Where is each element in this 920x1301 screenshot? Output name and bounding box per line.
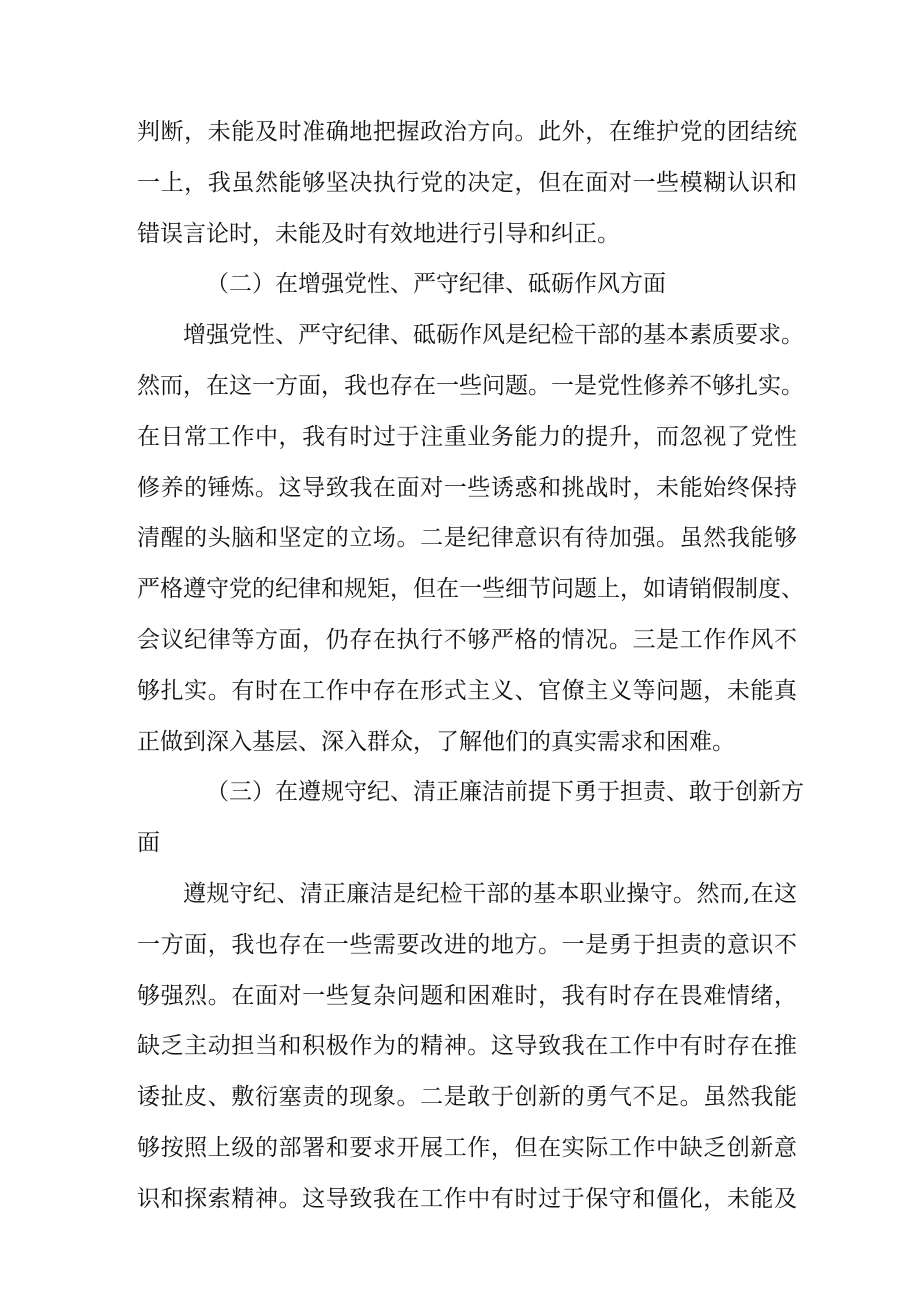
- paragraph-first-line: 遵规守纪、清正廉洁是纪检干部的基本职业操守。然而,在这: [183, 880, 797, 907]
- text-line: 诿扯皮、敷衍塞责的现象。二是敢于创新的勇气不足。虽然我能: [137, 1084, 797, 1111]
- text-line: 在日常工作中，我有时过于注重业务能力的提升，而忽视了党性: [137, 423, 797, 450]
- text-line: 够按照上级的部署和要求开展工作，但在实际工作中缺乏创新意: [137, 1134, 797, 1161]
- text-line: 一方面，我也存在一些需要改进的地方。一是勇于担责的意识不: [137, 931, 797, 958]
- document-body: [137, 107, 804, 1225]
- text-line: 判断，未能及时准确地把握政治方向。此外，在维护党的团结统: [137, 119, 797, 145]
- text-line: 会议纪律等方面，仍存在执行不够严格的情况。三是工作作风不: [137, 626, 797, 653]
- paragraph-first-line: 增强党性、严守纪律、砥砺作风是纪检干部的基本素质要求。: [183, 322, 804, 349]
- text-line: 修养的锤炼。这导致我在面对一些诱惑和挑战时，未能始终保持: [137, 474, 797, 501]
- text-line: 清醒的头脑和坚定的立场。二是纪律意识有待加强。虽然我能够: [137, 525, 797, 552]
- text-line: 然而，在这一方面，我也存在一些问题。一是党性修养不够扎实。: [137, 372, 804, 399]
- text-line: 严格遵守党的纪律和规矩，但在一些细节问题上，如请销假制度、: [137, 576, 804, 603]
- section-heading: （二）在增强党性、严守纪律、砥砺作风方面: [206, 271, 666, 298]
- text-line: 错误言论时，未能及时有效地进行引导和纠正。: [137, 220, 620, 247]
- text-line: 够强烈。在面对一些复杂问题和困难时，我有时存在畏难情绪，: [137, 982, 797, 1009]
- section-heading-continued: 面: [137, 830, 160, 857]
- text-line: 一上，我虽然能够坚决执行党的决定，但在面对一些模糊认识和: [137, 169, 797, 196]
- text-line: 识和探索精神。这导致我在工作中有时过于保守和僵化，未能及: [137, 1185, 797, 1212]
- text-line: 正做到深入基层、深入群众，了解他们的真实需求和困难。: [137, 728, 735, 755]
- text-line: 够扎实。有时在工作中存在形式主义、官僚主义等问题，未能真: [137, 677, 797, 704]
- section-heading: （三）在遵规守纪、清正廉洁前提下勇于担责、敢于创新方: [206, 779, 804, 806]
- text-line: 缺乏主动担当和积极作为的精神。这导致我在工作中有时存在推: [137, 1033, 797, 1060]
